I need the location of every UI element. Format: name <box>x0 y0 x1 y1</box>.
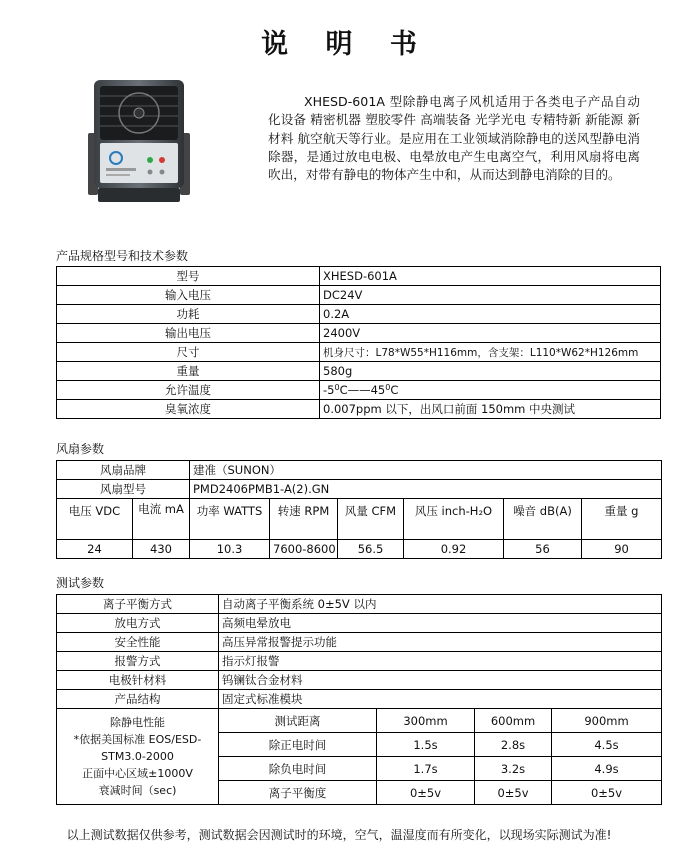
spec-section-label: 产品规格型号和技术参数 <box>56 249 189 263</box>
esd-line: *依据美国标准 EOS/ESD-STM3.0-2000 <box>73 733 202 763</box>
measure-value: 0±5v <box>552 781 662 805</box>
spec-key: 输入电压 <box>57 286 320 305</box>
intro-paragraph: XHESD-601A 型除静电离子风机适用于各类电子产品自动化设备 精密机器 塑胶零件 高端装备 光学光电 专精特新 新能源 新材料 航空航天等行业。是应用在工业领域消除静电的送风型静电消除器，是通过放电电极、电晕放电产生电离空气，利用风扇将电离吹出，对带有静电的物体产生中和，从而达到静电消除的目的。 <box>268 94 640 183</box>
spec-key: 允许温度 <box>57 381 320 400</box>
measure-value: 0±5v <box>475 781 552 805</box>
document-title: 说 明 书 <box>261 29 431 60</box>
test-key: 产品结构 <box>57 690 219 709</box>
spec-key: 功耗 <box>57 305 320 324</box>
table-row <box>57 633 662 652</box>
test-value: 固定式标准模块 <box>219 690 662 709</box>
fan-model-value: PMD2406PMB1-A(2).GN <box>190 480 662 499</box>
table-row <box>57 461 662 480</box>
table-row <box>57 652 662 671</box>
fan-brand-value: 建准（SUNON） <box>190 461 662 480</box>
spec-value: DC24V <box>320 286 661 305</box>
fan-value: 0.92 <box>404 540 504 559</box>
spec-value: 机身尺寸：L78*W55*H116mm，含支架：L110*W62*H126mm <box>320 343 661 362</box>
temperature-value <box>320 381 661 400</box>
distance-value: 300mm <box>377 709 475 733</box>
fan-model-key: 风扇型号 <box>57 480 190 499</box>
test-section-label: 测试参数 <box>56 576 105 590</box>
esd-line: 除静电性能 <box>110 716 165 729</box>
fan-header: 风压 inch-H₂O <box>404 499 504 540</box>
table-row <box>57 381 661 400</box>
distance-value: 900mm <box>552 709 662 733</box>
esd-performance-cell <box>57 709 219 805</box>
spec-key: 输出电压 <box>57 324 320 343</box>
table-row <box>57 324 661 343</box>
measure-value: 0±5v <box>377 781 475 805</box>
degree-sup: 0 <box>334 383 340 392</box>
spec-value: XHESD-601A <box>320 267 661 286</box>
test-key: 放电方式 <box>57 614 219 633</box>
fan-value: 56 <box>504 540 582 559</box>
table-row <box>57 267 661 286</box>
test-value: 钨镧钛合金材料 <box>219 671 662 690</box>
table-row <box>57 671 662 690</box>
fan-value: 24 <box>57 540 133 559</box>
test-key: 安全性能 <box>57 633 219 652</box>
fan-section-label: 风扇参数 <box>56 442 105 456</box>
temp-mid: C——45 <box>339 383 386 397</box>
table-row <box>57 690 662 709</box>
table-row <box>57 400 661 419</box>
test-key: 离子平衡方式 <box>57 595 219 614</box>
table-row <box>57 595 662 614</box>
measure-value: 1.7s <box>377 757 475 781</box>
table-row <box>57 480 662 499</box>
test-key: 报警方式 <box>57 652 219 671</box>
fan-header: 功率 WATTS <box>190 499 270 540</box>
test-value: 高压异常报警提示功能 <box>219 633 662 652</box>
fan-value: 90 <box>582 540 662 559</box>
fan-values-row <box>57 540 662 559</box>
measure-key: 离子平衡度 <box>219 781 377 805</box>
fan-header: 转速 RPM <box>270 499 338 540</box>
fan-header: 噪音 dB(A) <box>504 499 582 540</box>
measure-value: 3.2s <box>475 757 552 781</box>
test-value: 指示灯报警 <box>219 652 662 671</box>
spec-key: 尺寸 <box>57 343 320 362</box>
degree-sup: 0 <box>385 383 391 392</box>
measure-key: 除正电时间 <box>219 733 377 757</box>
measure-key: 除负电时间 <box>219 757 377 781</box>
spec-value: 0.007ppm 以下，出风口前面 150mm 中央测试 <box>320 400 661 419</box>
test-table <box>56 594 662 805</box>
test-key: 电极针材料 <box>57 671 219 690</box>
distance-value: 600mm <box>475 709 552 733</box>
esd-line: 正面中心区域±1000V <box>82 767 193 780</box>
measure-value: 1.5s <box>377 733 475 757</box>
measure-value: 4.9s <box>552 757 662 781</box>
test-value: 自动离子平衡系统 0±5V 以内 <box>219 595 662 614</box>
measure-value: 4.5s <box>552 733 662 757</box>
temp-min: -5 <box>323 383 335 397</box>
fan-header: 重量 g <box>582 499 662 540</box>
fan-value: 56.5 <box>338 540 404 559</box>
fan-header: 电压 VDC <box>57 499 133 540</box>
spec-key: 型号 <box>57 267 320 286</box>
table-row <box>57 614 662 633</box>
temp-unit: C <box>390 383 399 397</box>
spec-key: 重量 <box>57 362 320 381</box>
spec-value: 580g <box>320 362 661 381</box>
table-row <box>57 305 661 324</box>
fan-value: 7600-8600 <box>270 540 338 559</box>
fan-value: 10.3 <box>190 540 270 559</box>
fan-header: 风量 CFM <box>338 499 404 540</box>
fan-table <box>56 460 662 559</box>
test-value: 高频电晕放电 <box>219 614 662 633</box>
spec-table <box>56 266 661 419</box>
distance-label: 测试距离 <box>219 709 377 733</box>
table-row <box>57 362 661 381</box>
spec-value: 2400V <box>320 324 661 343</box>
fan-header-row <box>57 499 662 540</box>
table-row <box>57 343 661 362</box>
fan-value: 430 <box>133 540 190 559</box>
table-row <box>57 286 661 305</box>
ionizer-product-image <box>86 78 192 206</box>
table-row <box>57 709 662 733</box>
fan-header: 电流 mA <box>133 499 190 540</box>
spec-value: 0.2A <box>320 305 661 324</box>
fan-brand-key: 风扇品牌 <box>57 461 190 480</box>
footer-note: 以上测试数据仅供参考，测试数据会因测试时的环境，空气，温湿度而有所变化，以现场实际测试为准! <box>66 828 612 842</box>
spec-key: 臭氧浓度 <box>57 400 320 419</box>
esd-line: 衰减时间（sec) <box>98 784 177 797</box>
measure-value: 2.8s <box>475 733 552 757</box>
